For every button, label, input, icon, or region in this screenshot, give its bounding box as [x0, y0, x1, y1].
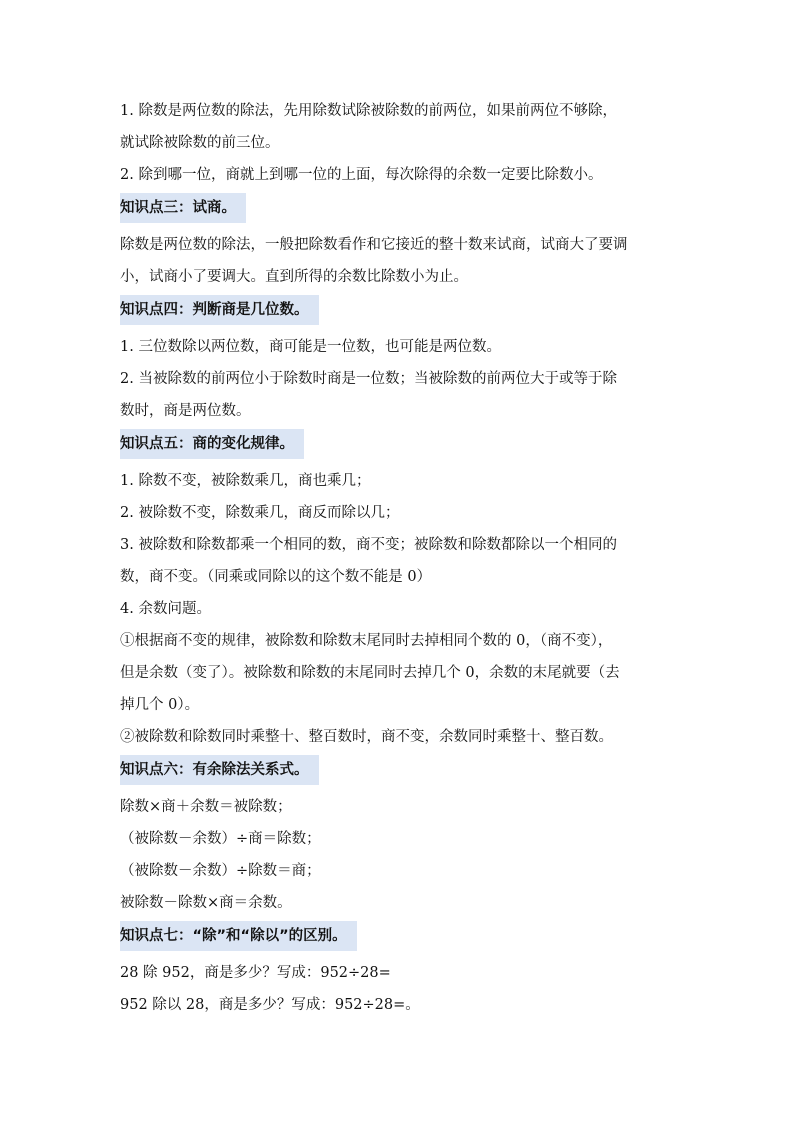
section-five-heading: [120, 429, 680, 465]
paragraph-line: 除数×商＋余数＝被除数；: [120, 799, 292, 815]
section-heading: 知识点七：“除”和“除以”的区别。: [120, 921, 357, 951]
section-heading: 知识点六：有余除法关系式。: [120, 755, 319, 785]
paragraph-line: 就试除被除数的前三位。: [120, 135, 280, 151]
paragraph-line: 2. 除到哪一位，商就上到哪一位的上面，每次除得的余数一定要比除数小。: [120, 167, 603, 183]
paragraph-line: 1. 除数是两位数的除法，先用除数试除被除数的前两位，如果前两位不够除，: [120, 103, 617, 119]
paragraph-line: 28 除 952，商是多少？写成：952÷28=: [120, 965, 391, 981]
paragraph-line: 数时，商是两位数。: [120, 403, 251, 419]
paragraph-line: 小，试商小了要调大。直到所得的余数比除数小为止。: [120, 269, 468, 285]
paragraph-line: 2. 被除数不变，除数乘几，商反而除以几；: [120, 505, 400, 521]
paragraph-line: 1. 除数不变，被除数乘几，商也乘几；: [120, 473, 371, 489]
section-three-heading: [120, 193, 680, 229]
paragraph-line: 数，商不变。（同乘或同除以的这个数不能是 0）: [120, 569, 432, 585]
section-four-heading: [120, 295, 680, 331]
paragraph-line: 被除数－除数×商＝余数。: [120, 895, 292, 911]
paragraph-line: （被除数－余数）÷除数＝商；: [120, 863, 321, 879]
section-heading: 知识点三：试商。: [120, 193, 246, 223]
paragraph-line: 3. 被除数和除数都乘一个相同的数，商不变；被除数和除数都除以一个相同的: [120, 537, 617, 553]
section-heading: 知识点五：商的变化规律。: [120, 429, 304, 459]
paragraph-line: 4. 余数问题。: [120, 601, 211, 617]
paragraph-line: 除数是两位数的除法，一般把除数看作和它接近的整十数来试商，试商大了要调: [120, 237, 628, 253]
paragraph-line: 1. 三位数除以两位数，商可能是一位数，也可能是两位数。: [120, 339, 501, 355]
paragraph-line: ②被除数和除数同时乘整十、整百数时，商不变，余数同时乘整十、整百数。: [120, 729, 613, 745]
paragraph-line: 掉几个 0）。: [120, 697, 200, 713]
paragraph-line: ①根据商不变的规律，被除数和除数末尾同时去掉相同个数的 0，（商不变），: [120, 633, 613, 649]
document-page: [120, 95, 680, 1021]
section-seven-heading: [120, 921, 680, 957]
paragraph-line: 2. 当被除数的前两位小于除数时商是一位数；当被除数的前两位大于或等于除: [120, 371, 617, 387]
paragraph-line: （被除数－余数）÷商＝除数；: [120, 831, 321, 847]
paragraph-line: 952 除以 28，商是多少？写成：952÷28=。: [120, 997, 420, 1013]
section-heading: 知识点四：判断商是几位数。: [120, 295, 319, 325]
section-six-heading: [120, 755, 680, 791]
paragraph-line: 但是余数（变了）。被除数和除数的末尾同时去掉几个 0，余数的末尾就要（去: [120, 665, 620, 681]
